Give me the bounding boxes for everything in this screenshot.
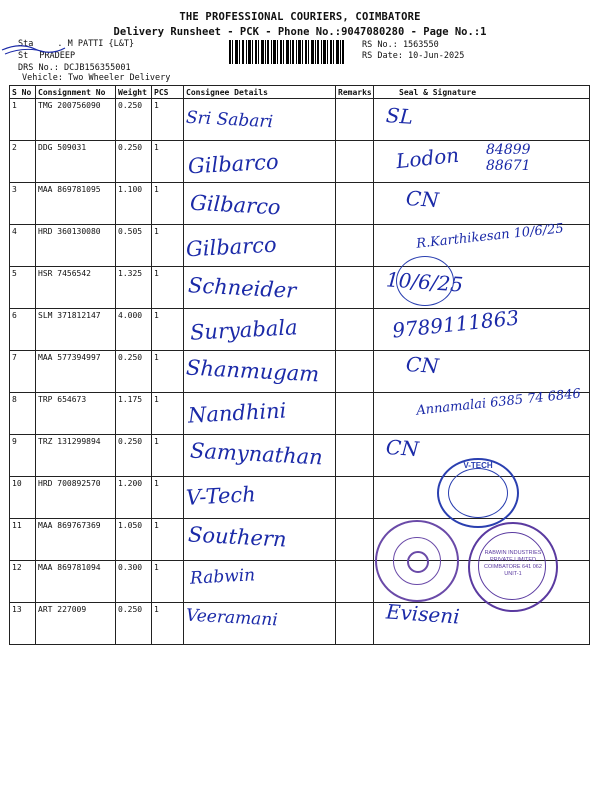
handwritten-consignee: Suryabala (189, 314, 299, 345)
table-row (10, 99, 590, 141)
row-consignment: DDG 509031 (36, 141, 116, 183)
row-consignment: MAA 577394997 (36, 351, 116, 393)
handwritten-signature: CN (385, 434, 420, 462)
row-pcs: 1 (152, 477, 184, 519)
row-consignment: HSR 7456542 (36, 267, 116, 309)
row-pcs: 1 (152, 183, 184, 225)
row-sno: 11 (10, 519, 36, 561)
row-weight: 1.050 (116, 519, 152, 561)
handwritten-consignee: Southern (187, 522, 288, 552)
row-consignment: SLM 371812147 (36, 309, 116, 351)
staff-value: PRADEEP (39, 51, 76, 61)
vtech-stamp-text: V-TECH (463, 461, 493, 470)
row-pcs: 1 (152, 267, 184, 309)
row-consignment: HRD 360130080 (36, 225, 116, 267)
round-seal (375, 520, 459, 602)
table-header-row (10, 86, 590, 99)
row-sno: 5 (10, 267, 36, 309)
col-consignee: Consignee Details (184, 86, 336, 99)
handwritten-consignee: Sri Sabari (185, 107, 274, 133)
col-weight: Weight (116, 86, 152, 99)
row-weight: 0.250 (116, 435, 152, 477)
row-pcs: 1 (152, 519, 184, 561)
row-weight: 0.250 (116, 351, 152, 393)
small-seal (396, 256, 454, 306)
row-sno: 9 (10, 435, 36, 477)
row-pcs: 1 (152, 603, 184, 645)
station-value: . M PATTI {L&T} (57, 39, 135, 49)
row-sno: 6 (10, 309, 36, 351)
barcode (229, 40, 344, 64)
row-remarks (336, 225, 374, 267)
row-pcs: 1 (152, 393, 184, 435)
row-weight: 1.175 (116, 393, 152, 435)
row-consignment: HRD 700892570 (36, 477, 116, 519)
row-remarks (336, 267, 374, 309)
row-weight: 4.000 (116, 309, 152, 351)
row-weight: 0.250 (116, 141, 152, 183)
row-remarks (336, 309, 374, 351)
handwritten-phone: 84899 88671 (486, 141, 531, 174)
col-remarks: Remarks (336, 86, 374, 99)
vtech-stamp (437, 458, 519, 528)
handwritten-consignee: Gilbarco (187, 149, 280, 178)
runsheet-subtitle: Delivery Runsheet - PCK - Phone No.:9047080280 - Page No.:1 (113, 26, 487, 38)
handwritten-signature: SL (385, 103, 414, 129)
row-pcs: 1 (152, 141, 184, 183)
row-consignment: MAA 869767369 (36, 519, 116, 561)
row-sno: 2 (10, 141, 36, 183)
row-sno: 1 (10, 99, 36, 141)
row-remarks (336, 99, 374, 141)
row-remarks (336, 561, 374, 603)
row-pcs: 1 (152, 225, 184, 267)
row-remarks (336, 603, 374, 645)
handwritten-consignee: Shanmugam (185, 355, 320, 387)
handwritten-consignee: V-Tech (185, 481, 257, 510)
handwritten-signature: Lodon (394, 142, 461, 173)
row-weight: 0.250 (116, 603, 152, 645)
row-remarks (336, 435, 374, 477)
company-title: THE PROFESSIONAL COURIERS, COIMBATORE (179, 11, 421, 23)
handwritten-signature: CN (405, 185, 440, 213)
row-sno: 8 (10, 393, 36, 435)
col-pcs: PCS (152, 86, 184, 99)
row-remarks (336, 393, 374, 435)
col-consignment: Consignment No (36, 86, 116, 99)
row-consignment: TRZ 131299894 (36, 435, 116, 477)
row-pcs: 1 (152, 435, 184, 477)
row-remarks (336, 519, 374, 561)
row-sno: 7 (10, 351, 36, 393)
handwritten-consignee: Gilbarco (189, 190, 282, 220)
row-sno: 4 (10, 225, 36, 267)
pen-scribble (0, 40, 70, 60)
row-pcs: 1 (152, 309, 184, 351)
handwritten-consignee: Samynathan (189, 438, 324, 470)
row-consignment: ART 227009 (36, 603, 116, 645)
row-weight: 0.505 (116, 225, 152, 267)
row-pcs: 1 (152, 561, 184, 603)
rabwin-stamp-text: RABWIN INDUSTRIES PRIVATE LIMITED COIMBATORE 641 062 UNIT-1 (484, 550, 542, 577)
row-sno: 10 (10, 477, 36, 519)
row-consignment: TRP 654673 (36, 393, 116, 435)
handwritten-signature: CN (405, 351, 440, 379)
row-consignment: MAA 869781094 (36, 561, 116, 603)
row-remarks (336, 351, 374, 393)
handwritten-consignee: Rabwin (189, 564, 256, 589)
handwritten-consignee: Veeramani (185, 605, 279, 631)
row-remarks (336, 183, 374, 225)
handwritten-consignee: Gilbarco (185, 232, 278, 261)
row-pcs: 1 (152, 351, 184, 393)
row-weight: 1.200 (116, 477, 152, 519)
row-consignment: TMG 200756090 (36, 99, 116, 141)
row-weight: 0.300 (116, 561, 152, 603)
handwritten-signature: 9789111863 (391, 304, 521, 343)
col-sno: S No (10, 86, 36, 99)
handwritten-consignee: Schneider (187, 273, 297, 303)
row-sno: 13 (10, 603, 36, 645)
handwritten-signature: Annamalai 6385 74 6846 (415, 385, 582, 419)
drs-number: DRS No.: DCJB156355001 (18, 63, 131, 73)
col-signature: Seal & Signature (374, 86, 590, 99)
handwritten-signature: 10/6/25 (385, 267, 464, 297)
row-weight: 1.325 (116, 267, 152, 309)
rs-number: RS No.: 1563550 (362, 40, 439, 50)
table-row (10, 267, 590, 309)
row-consignment: MAA 869781095 (36, 183, 116, 225)
handwritten-signature: R.Karthikesan 10/6/25 (415, 220, 565, 252)
vehicle-type: Vehicle: Two Wheeler Delivery (22, 73, 171, 83)
rs-date: RS Date: 10-Jun-2025 (362, 51, 465, 61)
station-prefix: Sta (18, 39, 34, 49)
row-remarks (336, 141, 374, 183)
handwritten-consignee: Nandhini (187, 397, 287, 428)
staff-prefix: St (18, 51, 29, 61)
row-sno: 3 (10, 183, 36, 225)
table-row (10, 183, 590, 225)
row-weight: 0.250 (116, 99, 152, 141)
handwritten-signature: Eviseni (385, 599, 461, 629)
row-pcs: 1 (152, 99, 184, 141)
row-remarks (336, 477, 374, 519)
rabwin-stamp (468, 522, 558, 612)
row-weight: 1.100 (116, 183, 152, 225)
row-sno: 12 (10, 561, 36, 603)
